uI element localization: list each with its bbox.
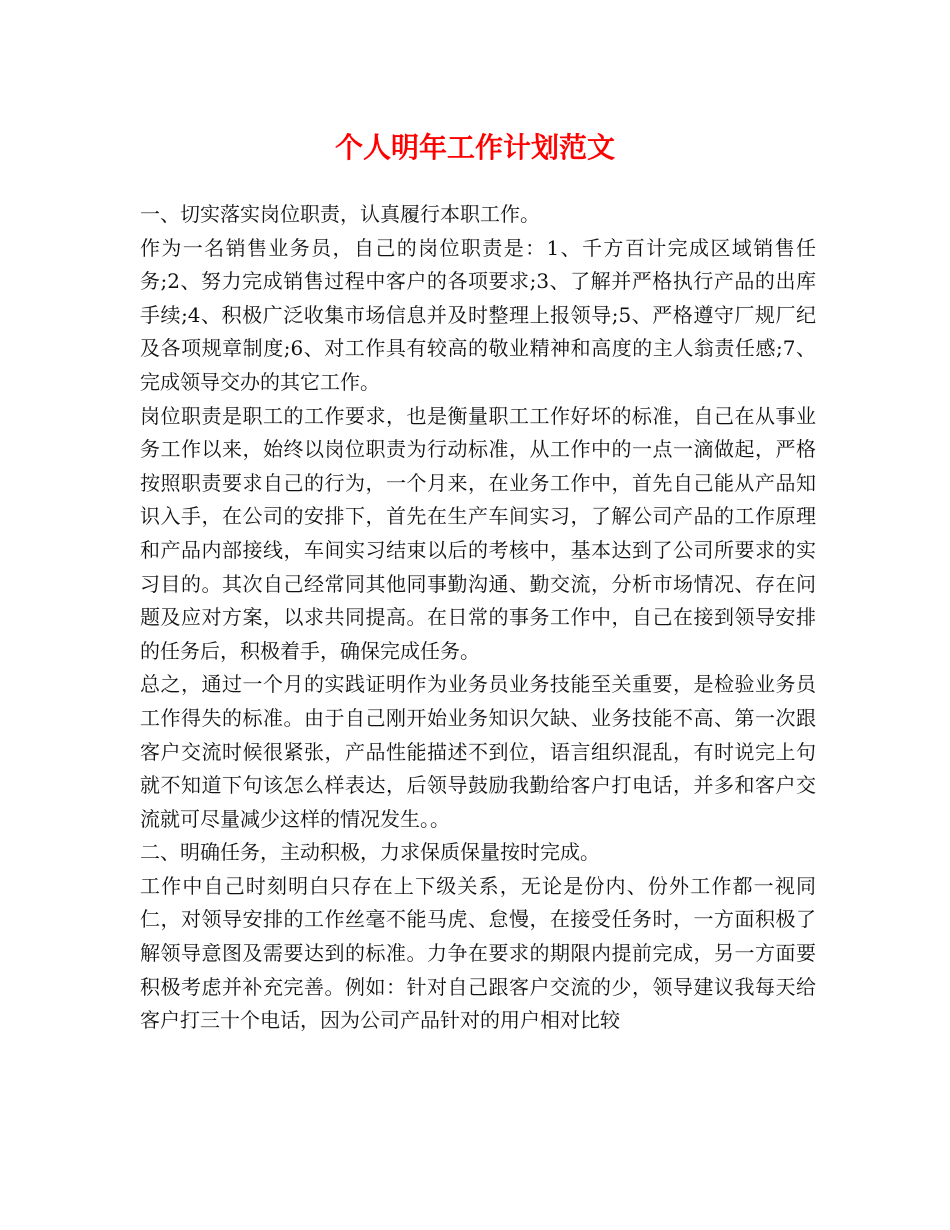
paragraph-tasks: 工作中自己时刻明白只存在上下级关系，无论是份内、份外工作都一视同仁，对领导安排的工作丝毫不能马虎、怠慢，在接受任务时，一方面积极了解领导意图及需要达到的标准。力争在要求的期限内提前完成，另一方面要积极考虑并补充完善。例如：针对自己跟客户交流的少，领导建议我每天给客户打三十个电话，因为公司产品针对的用户相对比较 — [140, 873, 816, 1033]
document-title: 个人明年工作计划范文 — [334, 131, 615, 164]
section-heading-1: 一、切实落实岗位职责，认真履行本职工作。 — [140, 202, 540, 226]
document-body — [140, 198, 816, 1038]
section-heading-2: 二、明确任务，主动积极，力求保质保量按时完成。 — [140, 840, 600, 865]
paragraph-summary: 总之，通过一个月的实践证明作为业务员业务技能至关重要，是检验业务员工作得失的标准。由于自己刚开始业务知识欠缺、业务技能不高、第一次跟客户交流时候很紧张，产品性能描述不到位，语言组织混乱，有时说完上句就不知道下句该怎么样表达，后领导鼓励我勤给客户打电话，并多和客户交流就可尽量减少这样的情况发生。。 — [140, 672, 816, 831]
paragraph-duties: 作为一名销售业务员，自己的岗位职责是：1、千方百计完成区域销售任务;2、努力完成销售过程中客户的各项要求;3、了解并严格执行产品的出库手续;4、积极广泛收集市场信息并及时整理上报领导;5、严格遵守厂规厂纪及各项规章制度;6、对工作具有较高的敬业精神和高度的主人翁责任感;7、完成领导交办的其它工作。 — [140, 235, 816, 394]
paragraph-standards: 岗位职责是职工的工作要求，也是衡量职工工作好坏的标准，自己在从事业务工作以来，始终以岗位职责为行动标准，从工作中的一点一滴做起，严格按照职责要求自己的行为，一个月来，在业务工作中，首先自己能从产品知识入手，在公司的安排下，首先在生产车间实习，了解公司产品的工作原理和产品内部接线，车间实习结束以后的考核中，基本达到了公司所要求的实习目的。其次自己经常同其他同事勤沟通、勤交流，分析市场情况、存在问题及应对方案，以求共同提高。在日常的事务工作中，自己在接到领导安排的任务后，积极着手，确保完成任务。 — [140, 403, 816, 663]
